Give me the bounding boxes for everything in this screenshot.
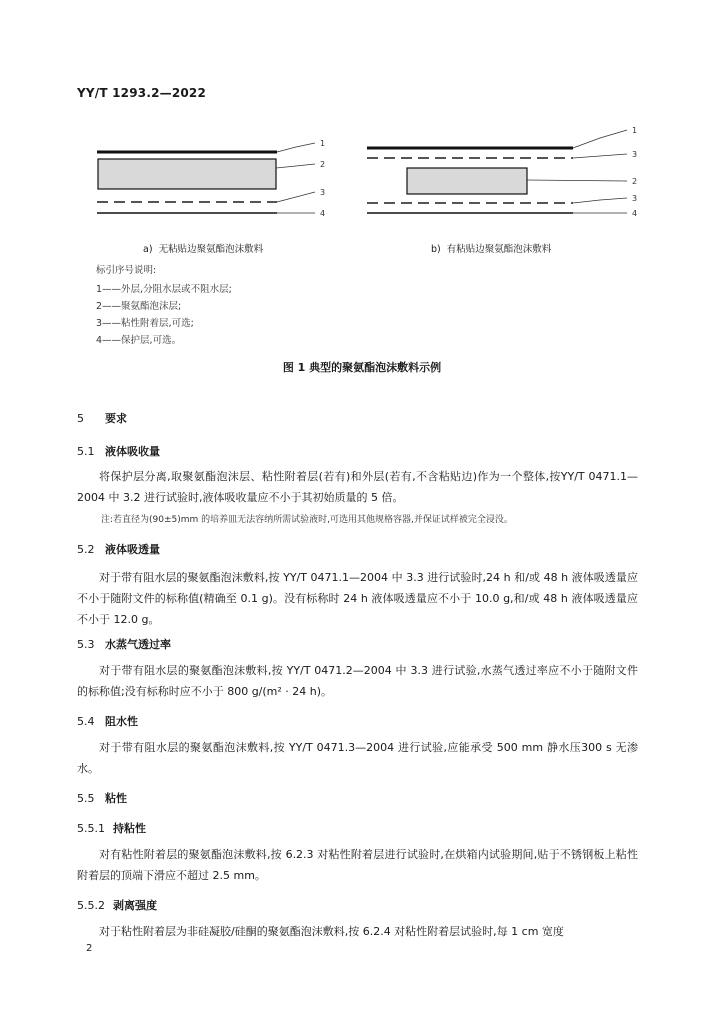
paragraph: 将保护层分离,取聚氨酯泡沫层、粘性附着层(若有)和外层(若有,不含粘贴边)作为一个整体,按YY/T 0471.1—2004 中 3.2 进行试验时,液体吸收量应不小于其初始质量的 5 倍。 (77, 470, 638, 504)
figure-title: 图 1 典型的聚氨酯泡沫敷料示例 (282, 361, 442, 374)
page-number: 2 (86, 943, 93, 954)
section-heading: 5.2 液体吸透量 (77, 543, 160, 556)
figure-panel-b (367, 126, 637, 218)
callout-a-4: 4 (320, 209, 326, 218)
callout-b-1: 1 (632, 126, 638, 135)
callout-a-3: 3 (320, 188, 326, 197)
callout-a-1: 1 (320, 139, 326, 148)
legend-item: 2——聚氨酯泡沫层; (96, 301, 182, 312)
section-heading: 5 要求 (77, 412, 127, 425)
section-heading: 5.5.1 持粘性 (77, 822, 146, 835)
standard-code-header: YY/T 1293.2—2022 (77, 86, 207, 100)
panel-a-caption: a) 无粘贴边聚氨酯泡沫敷料 (143, 244, 264, 255)
callout-b-3: 3 (632, 150, 638, 159)
paragraph: 对于带有阻水层的聚氨酯泡沫敷料,按 YY/T 0471.2—2004 中 3.3 进行试验,水蒸气透过率应不小于随附文件的标称值;没有标称时应不小于 800 g/(m² · 24 h)。 (77, 664, 638, 698)
panel-b-caption: b) 有粘贴边聚氨酯泡沫敷料 (431, 244, 552, 255)
section-heading: 5.5.2 剥离强度 (77, 899, 157, 912)
note: 注:若直径为(90±5)mm 的培养皿无法容纳所需试验液时,可选用其他规格容器,并保证试样被完全浸没。 (101, 515, 513, 525)
legend-title: 标引序号说明: (96, 265, 157, 276)
section-heading: 5.3 水蒸气透过率 (77, 638, 171, 651)
callout-b-2: 2 (632, 177, 638, 186)
figure-panel-a (97, 139, 325, 218)
callout-b-4: 4 (632, 209, 638, 218)
paragraph: 对于带有阻水层的聚氨酯泡沫敷料,按 YY/T 0471.3—2004 进行试验,应能承受 500 mm 静水压300 s 无渗水。 (77, 741, 638, 775)
paragraph: 对于带有阻水层的聚氨酯泡沫敷料,按 YY/T 0471.1—2004 中 3.3 进行试验时,24 h 和/或 48 h 液体吸透量应不小于随附文件的标称值(精确至 0.1 g)。没有标称时 24 h 液体吸透量应不小于 10.0 g,和/或 48 h 液体吸透量应不小于 12.0 g。 (77, 571, 638, 626)
section-heading: 5.1 液体吸收量 (77, 445, 160, 458)
section-heading: 5.4 阻水性 (77, 715, 138, 728)
legend-item: 1——外层,分阻水层或不阻水层; (96, 284, 232, 295)
section-heading: 5.5 粘性 (77, 792, 127, 805)
figure-1-diagram (0, 125, 724, 265)
foam-layer (98, 159, 276, 189)
foam-layer (407, 168, 527, 194)
callout-b-3-lower: 3 (632, 194, 638, 203)
paragraph: 对有粘性附着层的聚氨酯泡沫敷料,按 6.2.3 对粘性附着层进行试验时,在烘箱内试验期间,贴于不锈钢板上粘性附着层的顶端下滑应不超过 2.5 mm。 (77, 848, 638, 882)
legend-item: 3——粘性附着层,可选; (96, 318, 194, 329)
paragraph: 对于粘性附着层为非硅凝胶/硅酮的聚氨酯泡沫敷料,按 6.2.4 对粘性附着层试验时,每 1 cm 宽度 (99, 925, 564, 938)
callout-a-2: 2 (320, 160, 326, 169)
legend-item: 4——保护层,可选。 (96, 335, 182, 346)
